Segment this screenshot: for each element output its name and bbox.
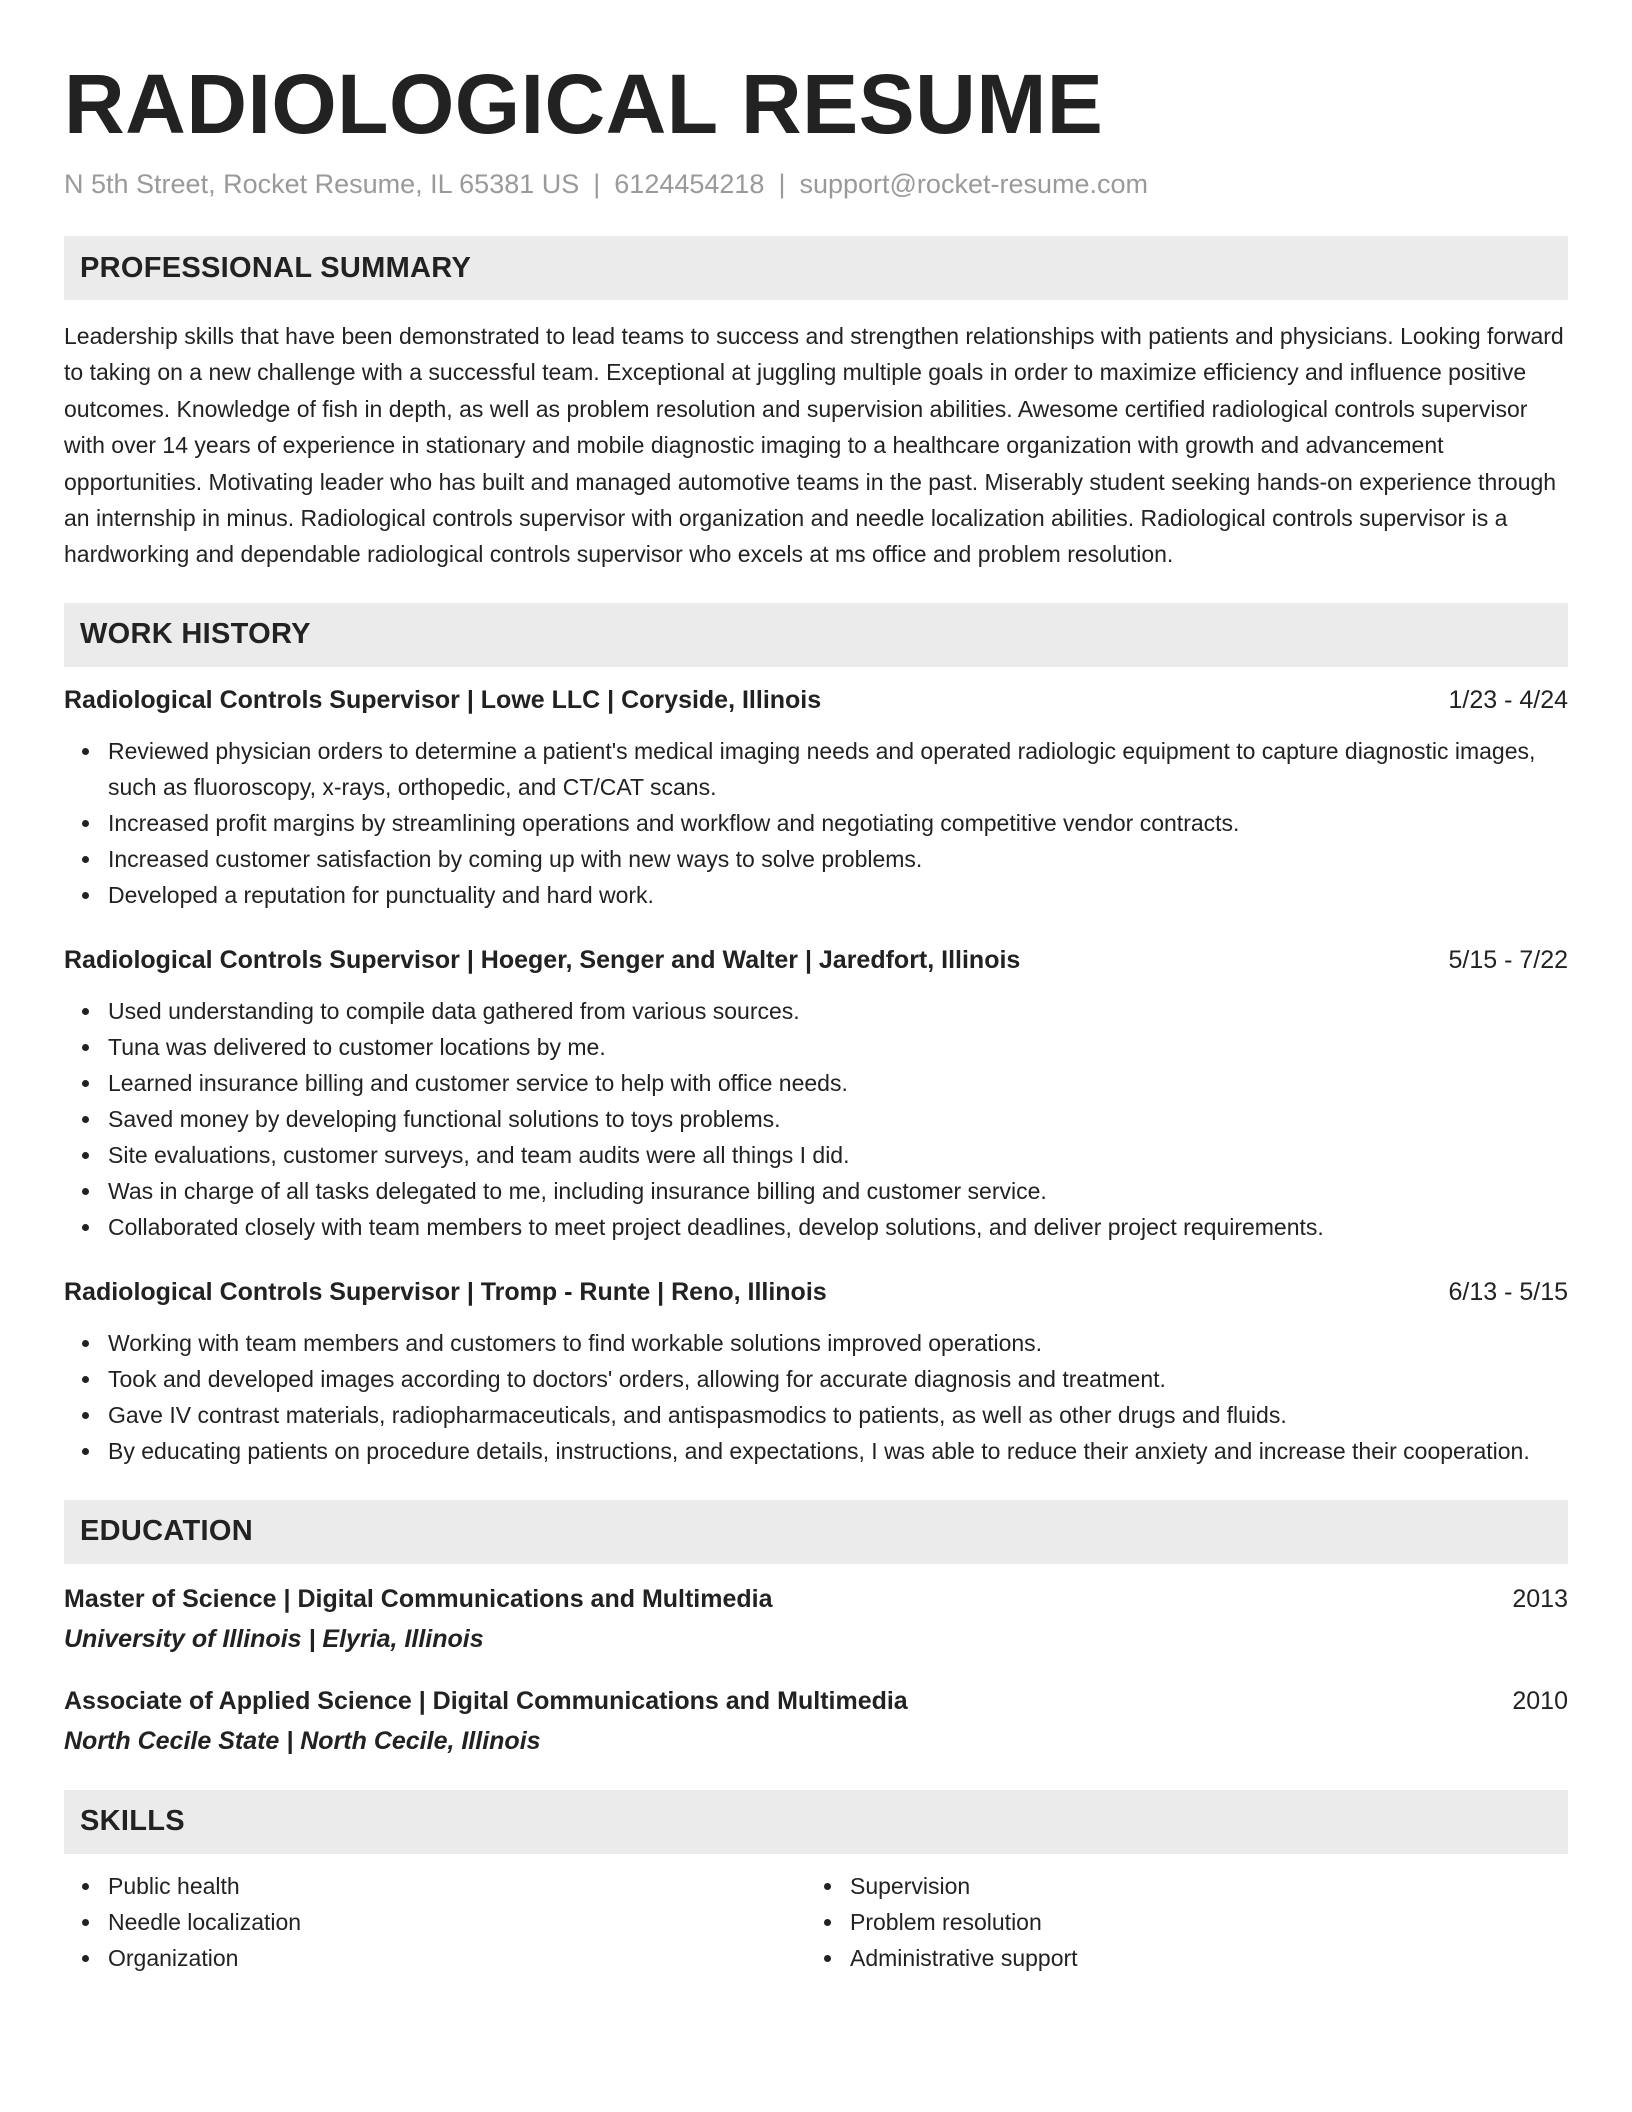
skill-item: Public health: [108, 1868, 806, 1904]
skill-item: Administrative support: [850, 1940, 1548, 1976]
job-dates: 5/15 - 7/22: [1448, 945, 1568, 974]
job-entry: [64, 943, 1568, 1245]
job-dates: 1/23 - 4/24: [1448, 685, 1568, 714]
job-bullet: By educating patients on procedure details, instructions, and expectations, I was able to reduce their anxiety and increase their cooperation.: [108, 1433, 1568, 1469]
resume-title: RADIOLOGICAL RESUME: [64, 57, 1104, 151]
job-header: [64, 1275, 1568, 1309]
job-bullet: Learned insurance billing and customer service to help with office needs.: [108, 1065, 1568, 1101]
job-bullet: Increased profit margins by streamlining operations and workflow and negotiating competitive vendor contracts.: [108, 805, 1568, 841]
contact-email: support@rocket-resume.com: [799, 169, 1148, 199]
job-bullet: Took and developed images according to doctors' orders, allowing for accurate diagnosis and treatment.: [108, 1361, 1568, 1397]
job-title: Radiological Controls Supervisor | Lowe LLC | Coryside, Illinois: [64, 685, 822, 714]
section-title: SKILLS: [80, 1805, 185, 1838]
skill-item: Needle localization: [108, 1904, 806, 1940]
summary-text: Leadership skills that have been demonstrated to lead teams to success and strengthen relationships with patients and physicians. Looking forward to taking on a new challenge with a successful team. Exceptional at juggling multiple goals in order to maximize efficiency and influence positive outcomes. Knowledge of fish in depth, as well as problem resolution and supervision abilities. Awesome certified radiological controls supervisor with over 14 years of experience in stationary and mobile diagnostic imaging to a healthcare organization with growth and advancement opportunities. Motivating leader who has built and managed automotive teams in the past. Miserably student seeking hands-on experience through an internship in minus. Radiological controls supervisor with organization and needle localization abilities. Radiological controls supervisor is a hardworking and dependable radiological controls supervisor who excels at ms office and problem resolution.: [64, 323, 1564, 568]
job-title: Radiological Controls Supervisor | Tromp - Runte | Reno, Illinois: [64, 1277, 827, 1306]
contact-address: N 5th Street, Rocket Resume, IL 65381 US: [64, 169, 580, 199]
education-school: University of Illinois | Elyria, Illinois: [64, 1624, 484, 1653]
job-bullets: [64, 733, 1568, 913]
education-year: 2010: [1512, 1686, 1568, 1715]
education-entry: [64, 1582, 1568, 1656]
job-bullet: Used understanding to compile data gathered from various sources.: [108, 993, 1568, 1029]
education-school: North Cecile State | North Cecile, Illinois: [64, 1726, 541, 1755]
job-header: [64, 943, 1568, 977]
section-header-summary: [64, 236, 1568, 300]
job-bullet: Gave IV contrast materials, radiopharmaceuticals, and antispasmodics to patients, as well as other drugs and fluids.: [108, 1397, 1568, 1433]
job-bullet: Developed a reputation for punctuality and hard work.: [108, 877, 1568, 913]
skills-grid: [64, 1868, 1568, 1976]
job-dates: 6/13 - 5/15: [1448, 1277, 1568, 1306]
job-bullet: Saved money by developing functional solutions to toys problems.: [108, 1101, 1568, 1137]
education-degree: Associate of Applied Science | Digital Communications and Multimedia: [64, 1686, 908, 1715]
contact-separator: |: [593, 169, 601, 199]
section-header-education: [64, 1500, 1568, 1564]
skills-column-left: [64, 1868, 806, 1976]
job-bullet: Collaborated closely with team members to meet project deadlines, develop solutions, and deliver project requirements.: [108, 1209, 1568, 1245]
section-header-work-history: [64, 603, 1568, 667]
job-entry: [64, 1275, 1568, 1469]
contact-line: [64, 166, 1568, 202]
skill-item: Organization: [108, 1940, 806, 1976]
skills-list: [64, 1868, 806, 1976]
education-header: [64, 1684, 1568, 1718]
job-bullet: Working with team members and customers to find workable solutions improved operations.: [108, 1325, 1568, 1361]
section-title: EDUCATION: [80, 1515, 253, 1548]
job-bullet: Reviewed physician orders to determine a patient's medical imaging needs and operated radiologic equipment to capture diagnostic images, such as fluoroscopy, x-rays, orthopedic, and CT/CAT scans.: [108, 733, 1568, 805]
job-bullets: [64, 1325, 1568, 1469]
skill-item: Supervision: [850, 1868, 1548, 1904]
section-header-skills: [64, 1790, 1568, 1854]
skills-list: [806, 1868, 1548, 1976]
job-bullet: Tuna was delivered to customer locations by me.: [108, 1029, 1568, 1065]
job-bullet: Site evaluations, customer surveys, and team audits were all things I did.: [108, 1137, 1568, 1173]
job-bullet: Increased customer satisfaction by coming up with new ways to solve problems.: [108, 841, 1568, 877]
job-bullet: Was in charge of all tasks delegated to me, including insurance billing and customer service.: [108, 1173, 1568, 1209]
education-degree: Master of Science | Digital Communications and Multimedia: [64, 1584, 773, 1613]
education-entry: [64, 1684, 1568, 1758]
job-header: [64, 683, 1568, 717]
skill-item: Problem resolution: [850, 1904, 1548, 1940]
section-title: WORK HISTORY: [80, 618, 311, 651]
job-entry: [64, 683, 1568, 913]
education-header: [64, 1582, 1568, 1616]
contact-phone: 6124454218: [614, 169, 765, 199]
job-bullets: [64, 993, 1568, 1245]
job-title: Radiological Controls Supervisor | Hoeger, Senger and Walter | Jaredfort, Illinois: [64, 945, 1021, 974]
education-year: 2013: [1512, 1584, 1568, 1613]
skills-column-right: [806, 1868, 1548, 1976]
contact-separator: |: [778, 169, 786, 199]
resume-page: [64, 54, 1568, 1976]
section-title: PROFESSIONAL SUMMARY: [80, 251, 472, 284]
